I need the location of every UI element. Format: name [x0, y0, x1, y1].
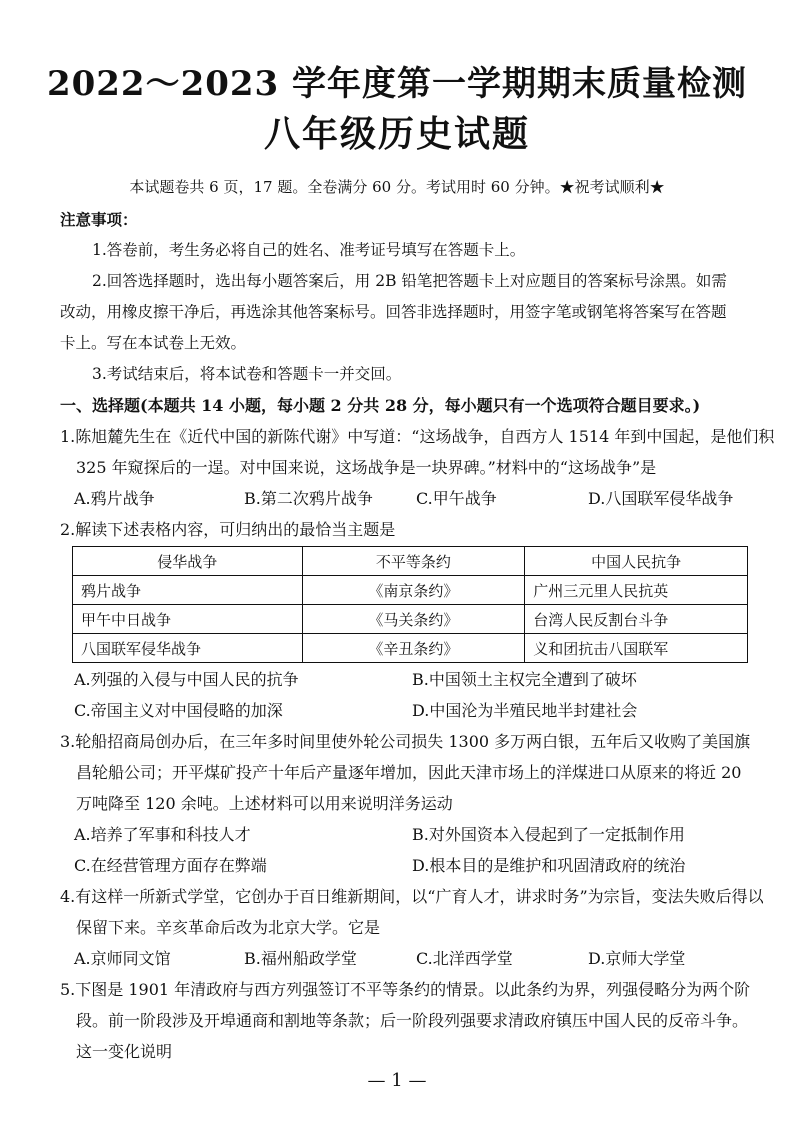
q2-table — [72, 546, 748, 663]
q1-option-a: A.鸦片战争 — [74, 489, 155, 508]
q4-option-d: D.京师大学堂 — [588, 949, 686, 968]
table-header: 侵华战争 — [73, 547, 303, 576]
q4-option-a: A.京师同文馆 — [74, 949, 171, 968]
table-cell: 义和团抗击八国联军 — [525, 634, 748, 663]
q3-options-row2 — [60, 850, 780, 881]
q4-option-b: B.福州船政学堂 — [244, 949, 357, 968]
q2-options-row2 — [60, 695, 780, 726]
note-item: 卡上。写在本试卷上无效。 — [60, 334, 247, 352]
q1-stem: 1.陈旭麓先生在《近代中国的新陈代谢》中写道：“这场战争，自西方人 1514 年到中国起，是他们积 — [60, 427, 775, 446]
note-item: 1.答卷前，考生务必将自己的姓名、准考证号填写在答题卡上。 — [92, 241, 526, 259]
note-item: 改动，用橡皮擦干净后，再选涂其他答案标号。回答非选择题时，用签字笔或钢笔将答案写在答题 — [60, 303, 727, 321]
q1-stem-cont: 325 年窥探后的一逞。对中国来说，这场战争是一块界碑。”材料中的“这场战争”是 — [76, 458, 657, 477]
section-heading: 一、选择题(本题共 14 小题，每小题 2 分共 28 分，每小题只有一个选项符合题目要求。) — [60, 396, 701, 415]
notes-heading: 注意事项： — [60, 210, 138, 229]
table-cell: 广州三元里人民抗英 — [525, 576, 748, 605]
table-row — [73, 576, 748, 605]
table-cell: 八国联军侵华战争 — [73, 634, 303, 663]
q2-option-b: B.中国领土主权完全遭到了破坏 — [412, 670, 637, 689]
q3-stem-cont: 昌轮船公司；开平煤矿投产十年后产量逐年增加，因此天津市场上的洋煤进口从原来的将近 20 — [76, 763, 742, 782]
q4-stem: 4.有这样一所新式学堂，它创办于百日维新期间，以“广育人才，讲求时务”为宗旨，变法失败后得以 — [60, 887, 764, 906]
exam-title: 2022～2023 学年度第一学期期末质量检测 — [46, 64, 748, 104]
q3-stem: 3.轮船招商局创办后，在三年多时间里使外轮公司损失 1300 多万两白银，五年后又收购了美国旗 — [60, 732, 751, 751]
exam-info: 本试题卷共 6 页，17 题。全卷满分 60 分。考试用时 60 分钟。★祝考试顺利★ — [129, 178, 665, 196]
table-row — [73, 605, 748, 634]
q1-options — [60, 483, 780, 514]
q3-option-d: D.根本目的是维护和巩固清政府的统治 — [412, 856, 686, 875]
note-item: 2.回答选择题时，选出每小题答案后，用 2B 铅笔把答题卡上对应题目的答案标号涂黑。如需 — [92, 272, 727, 290]
page-number: — 1 — — [367, 1070, 427, 1091]
table-row — [73, 634, 748, 663]
q1-option-c: C.甲午战争 — [416, 489, 497, 508]
q1-option-d: D.八国联军侵华战争 — [588, 489, 734, 508]
q2-options-row1 — [60, 664, 780, 695]
exam-subtitle: 八年级历史试题 — [263, 113, 530, 155]
table-cell: 台湾人民反割台斗争 — [525, 605, 748, 634]
q4-stem-cont: 保留下来。辛亥革命后改为北京大学。它是 — [76, 918, 381, 937]
q2-option-c: C.帝国主义对中国侵略的加深 — [74, 701, 283, 720]
q5-stem: 5.下图是 1901 年清政府与西方列强签订不平等条约的情景。以此条约为界，列强侵略分为两个阶 — [60, 980, 751, 999]
table-header: 中国人民抗争 — [525, 547, 748, 576]
table-header-row — [73, 547, 748, 576]
table-header: 不平等条约 — [302, 547, 525, 576]
table-cell: 甲午中日战争 — [73, 605, 303, 634]
q3-option-a: A.培养了军事和科技人才 — [74, 825, 251, 844]
q2-option-d: D.中国沦为半殖民地半封建社会 — [412, 701, 638, 720]
q5-stem-cont: 段。前一阶段涉及开埠通商和割地等条款；后一阶段列强要求清政府镇压中国人民的反帝斗争。 — [76, 1011, 749, 1030]
q2-stem: 2.解读下述表格内容，可归纳出的最恰当主题是 — [60, 520, 396, 539]
section-1 — [60, 390, 780, 545]
q3-option-c: C.在经营管理方面存在弊端 — [74, 856, 267, 875]
q5-stem-cont: 这一变化说明 — [76, 1042, 173, 1061]
q3-options-row1 — [60, 819, 780, 850]
q1-option-b: B.第二次鸦片战争 — [244, 489, 373, 508]
notes-section — [60, 204, 780, 390]
q4-option-c: C.北洋西学堂 — [416, 949, 513, 968]
q4-options — [60, 943, 780, 974]
table-cell: 《南京条约》 — [302, 576, 525, 605]
q3-stem-cont: 万吨降至 120 余吨。上述材料可以用来说明洋务运动 — [76, 794, 453, 813]
q3-option-b: B.对外国资本入侵起到了一定抵制作用 — [412, 825, 685, 844]
note-item: 3.考试结束后，将本试卷和答题卡一并交回。 — [92, 365, 402, 383]
table-cell: 《马关条约》 — [302, 605, 525, 634]
table-cell: 《辛丑条约》 — [302, 634, 525, 663]
table-cell: 鸦片战争 — [73, 576, 303, 605]
q2-option-a: A.列强的入侵与中国人民的抗争 — [74, 670, 299, 689]
questions-2-5 — [60, 664, 780, 1067]
